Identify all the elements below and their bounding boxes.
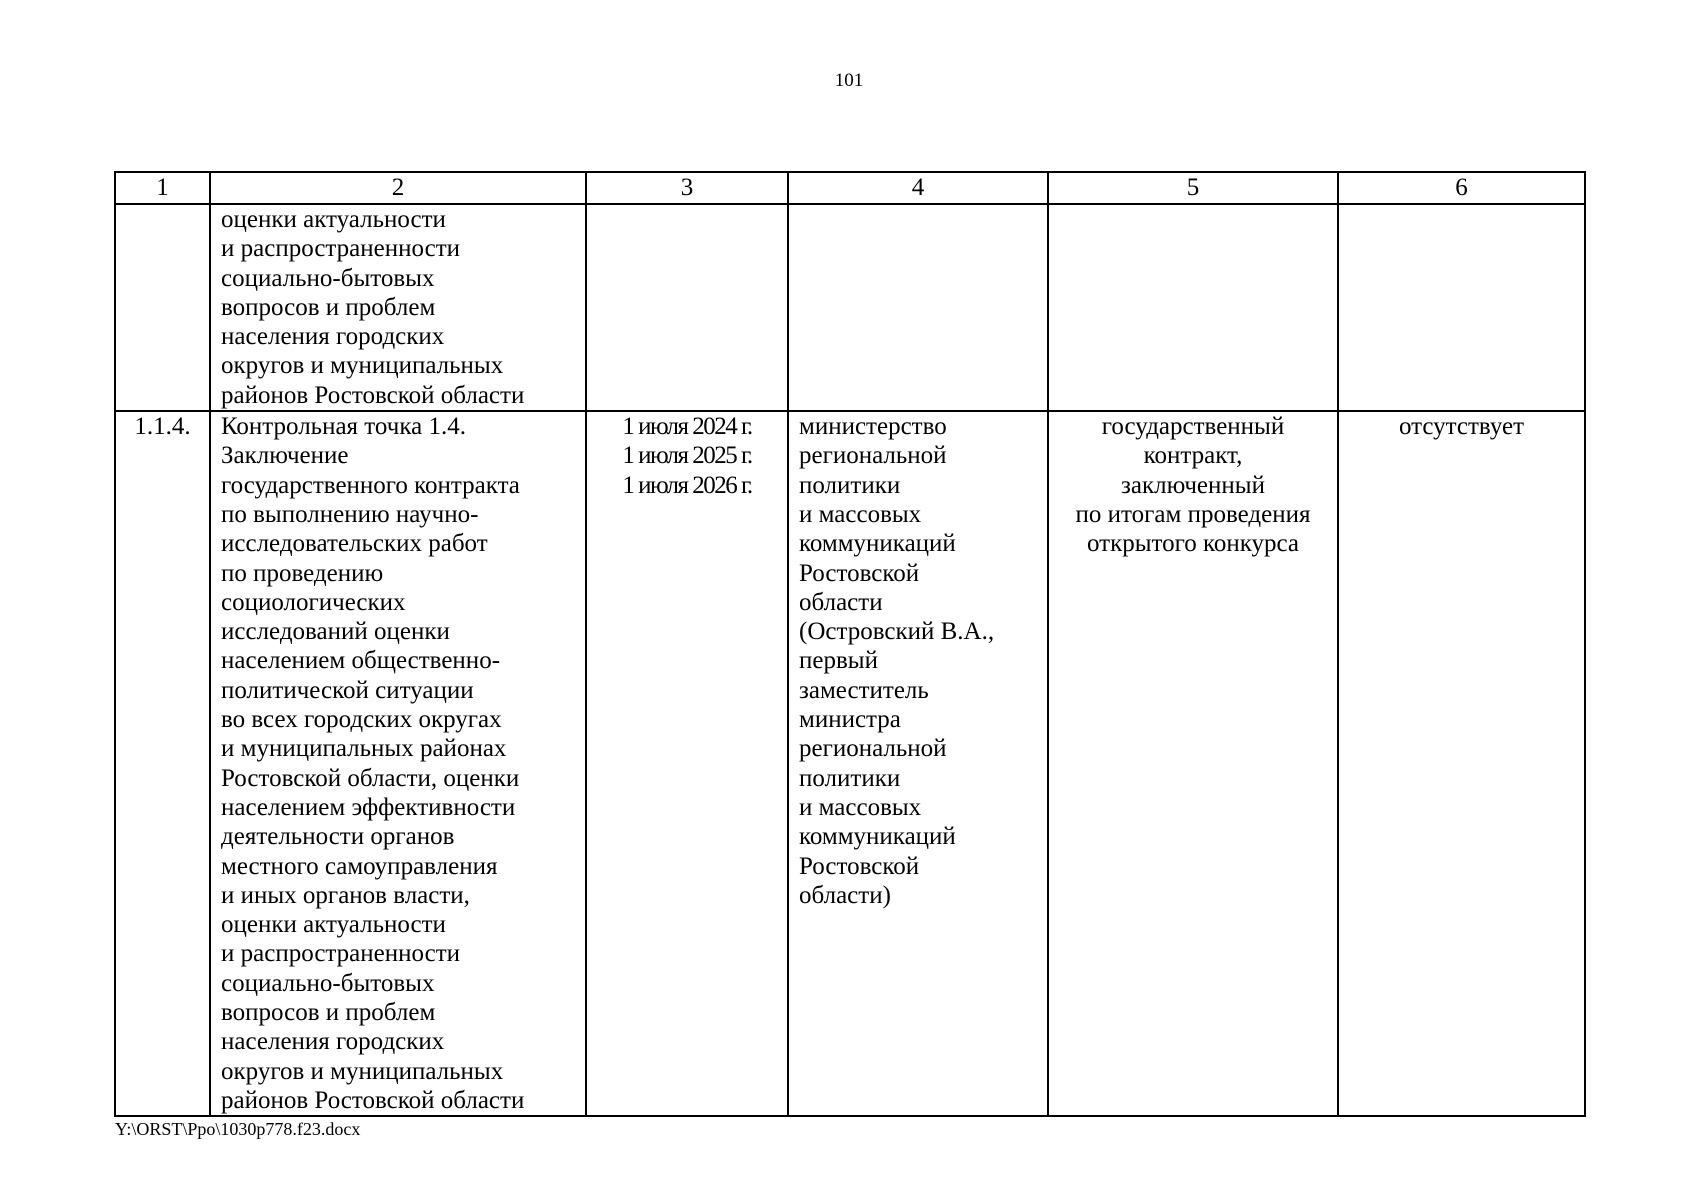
- description-cell: Контрольная точка 1.4. Заключение государственного контракта по выполнению научно- исследовательских работ по проведению социологических исследований оценки населением общественно- политической ситуации во всех городских округах и муниципальных районах Ростовской области, оценки населением эффективности деятельности органов местного самоуправления и иных органов власти, оценки актуальности и распространенности социально-бытовых вопросов и проблем населения городских округов и муниципальных районов Ростовской области: [210, 411, 586, 1116]
- continuation-cell-1: [115, 204, 210, 411]
- column-header-2: 2: [210, 172, 586, 204]
- table-row-1-1-4: [115, 411, 1585, 1116]
- continuation-cell-5: [1048, 204, 1338, 411]
- column-header-4: 4: [788, 172, 1048, 204]
- page-number: 101: [834, 70, 864, 91]
- column-header-1: 1: [115, 172, 210, 204]
- continuation-cell-2: оценки актуальности и распространенности социально-бытовых вопросов и проблем населения городских округов и муниципальных районов Ростовской области: [210, 204, 586, 411]
- continuation-cell-6: [1338, 204, 1585, 411]
- column-header-5: 5: [1048, 172, 1338, 204]
- continuation-cell-3: [586, 204, 788, 411]
- column-header-3: 3: [586, 172, 788, 204]
- control-points-table: [114, 171, 1586, 1117]
- continuation-cell-4: [788, 204, 1048, 411]
- result-cell: государственный контракт, заключенный по итогам проведения открытого конкурса: [1048, 411, 1338, 1116]
- table-header-row: [115, 172, 1585, 204]
- footer-file-path: Y:\ORST\Ppo\1030p778.f23.docx: [115, 1119, 361, 1139]
- column-header-6: 6: [1338, 172, 1585, 204]
- row-number-cell: 1.1.4.: [115, 411, 210, 1116]
- dates-cell: 1 июля 2024 г. 1 июля 2025 г. 1 июля 2026 г.: [586, 411, 788, 1116]
- note-cell: отсутствует: [1338, 411, 1585, 1116]
- table-row-continuation: [115, 204, 1585, 411]
- responsible-cell: министерство региональной политики и массовых коммуникаций Ростовской области (Островский В.А., первый заместитель министра региональной политики и массовых коммуникаций Ростовской области): [788, 411, 1048, 1116]
